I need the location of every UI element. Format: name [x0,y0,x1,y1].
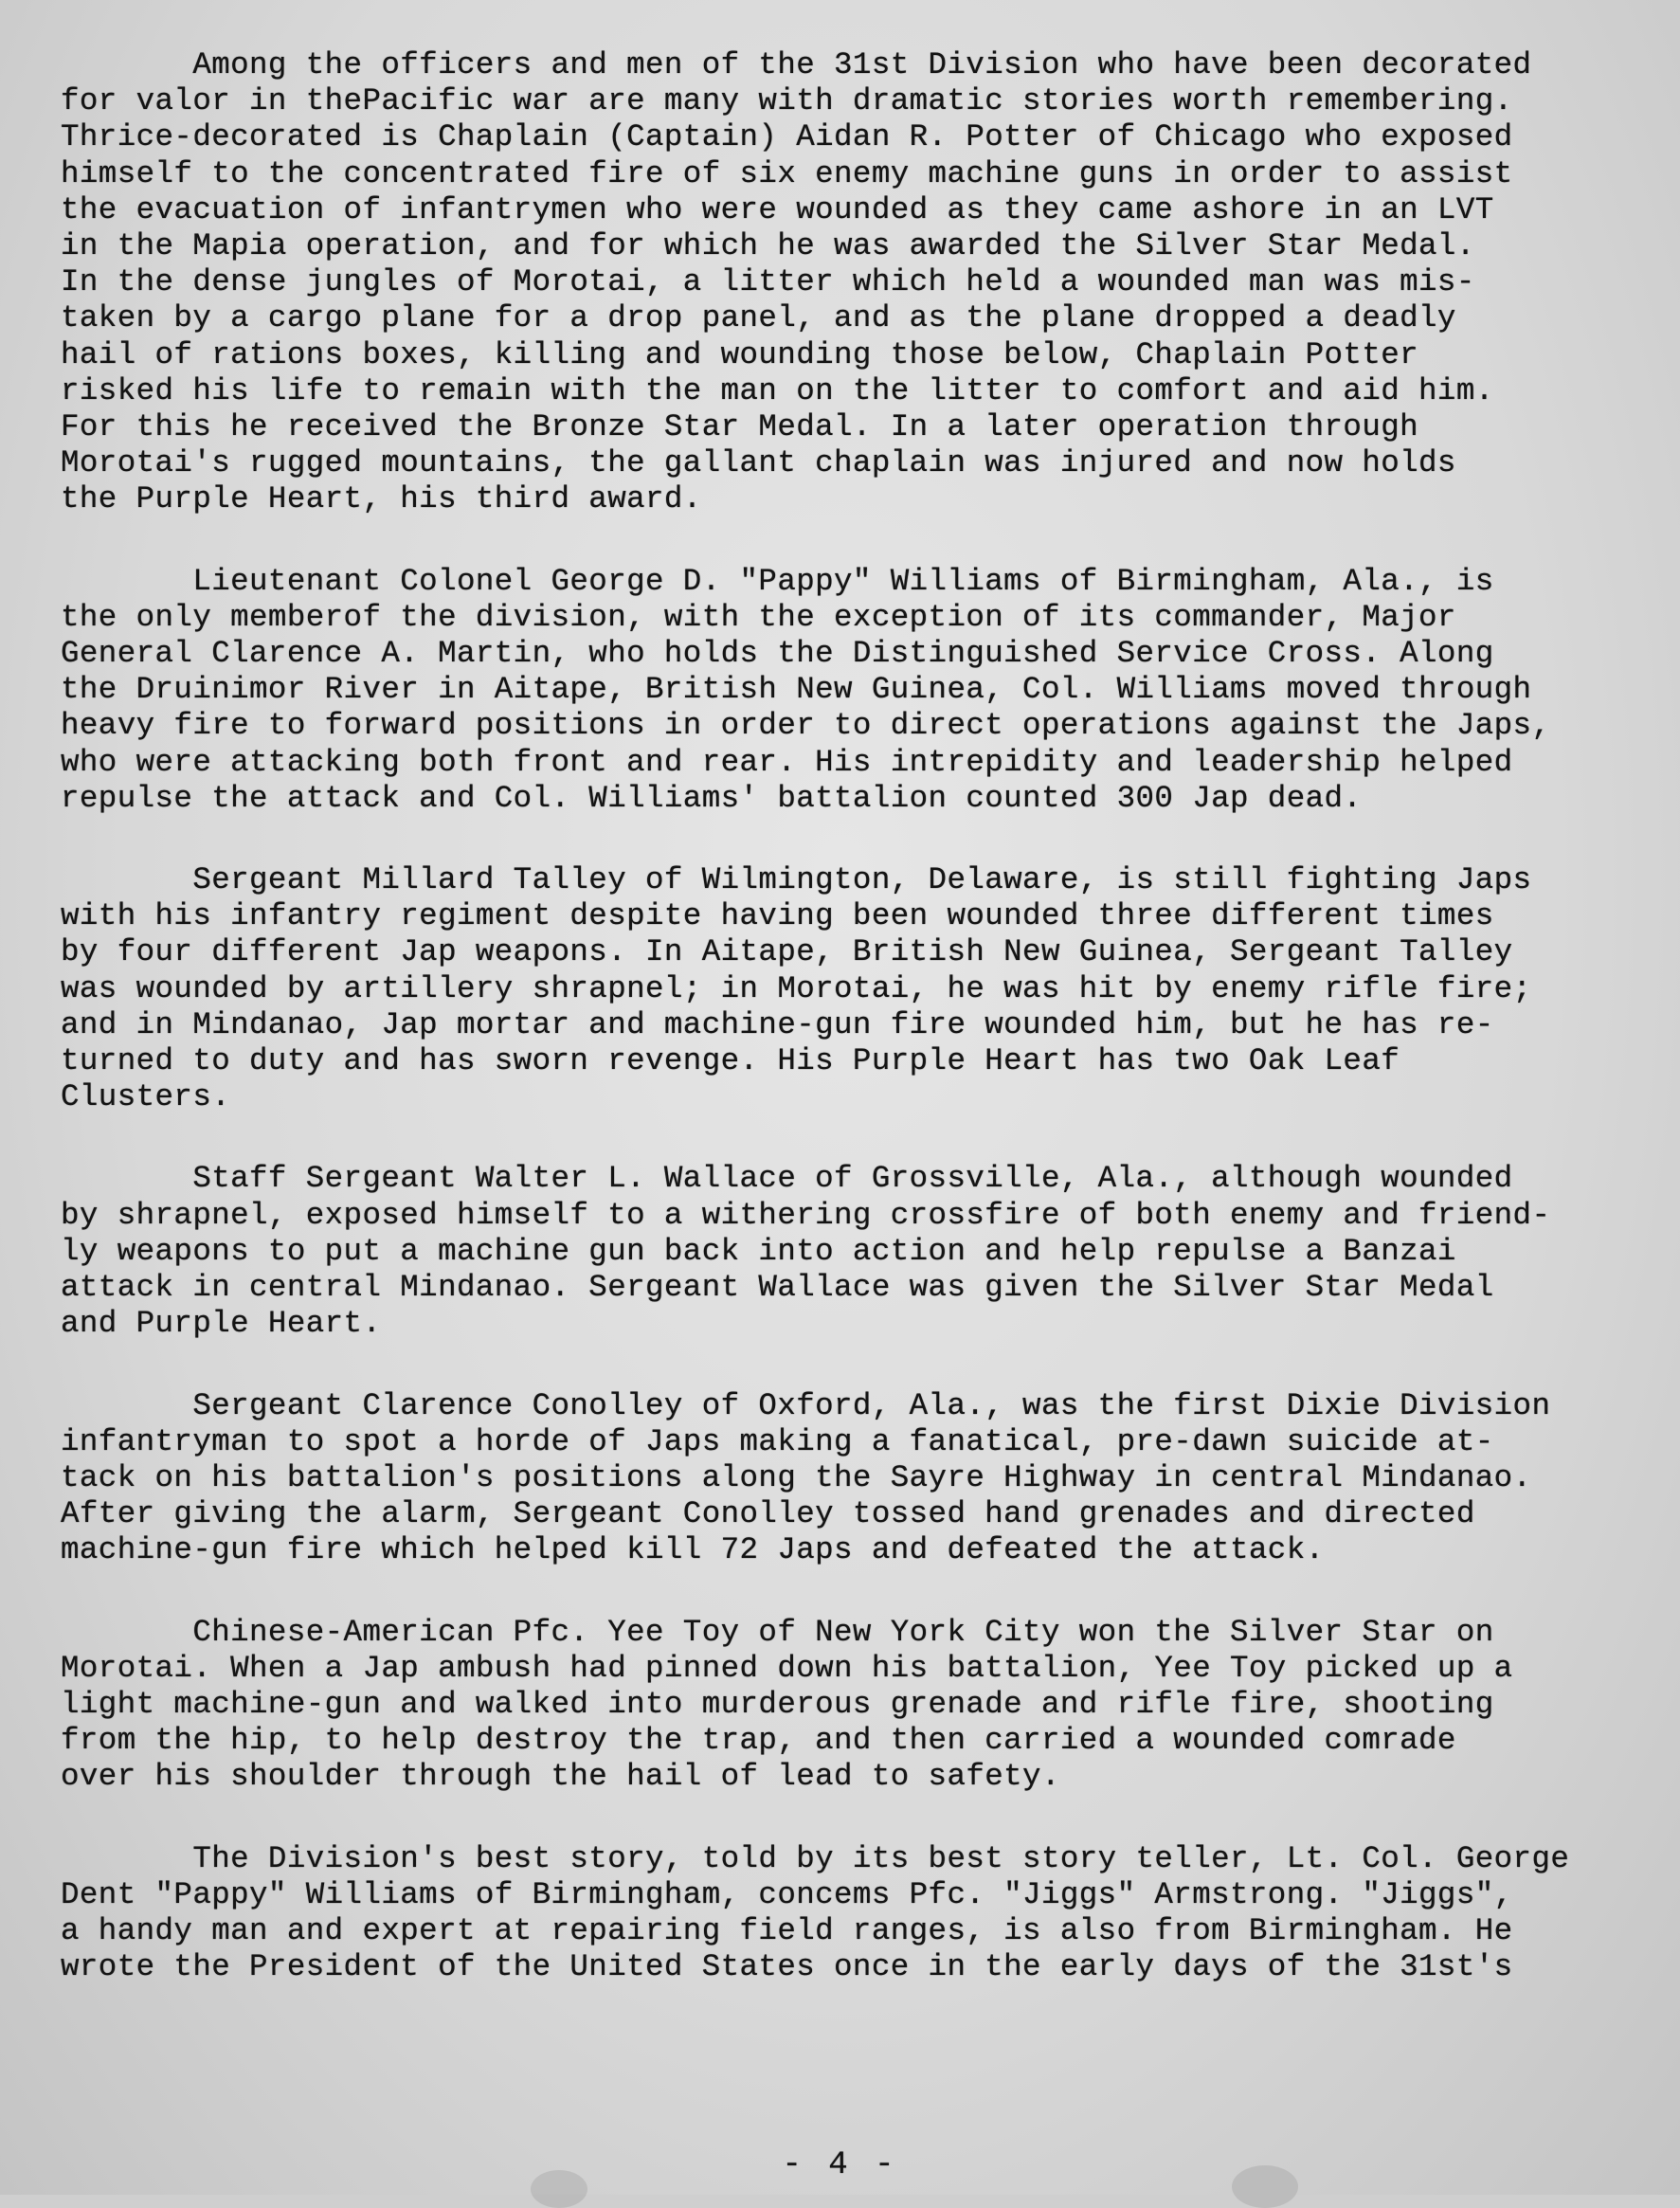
text-line: Sergeant Millard Talley of Wilmington, Delaware, is still fighting Japs [61,862,1532,898]
text-line: infantryman to spot a horde of Japs making a fanatical, pre-dawn suicide at- [61,1423,1494,1459]
text-line: tack on his battalion's positions along the Sayre Highway in central Mindanao. [61,1459,1532,1495]
text-line: for valor in thePacific war are many with dramatic stories worth remembering. [61,83,1513,119]
text-line: turned to duty and has sworn revenge. His Purple Heart has two Oak Leaf [61,1043,1400,1079]
paragraph [61,862,1634,1115]
text-line: wrote the President of the United States once in the early days of the 31st's [61,1949,1513,1985]
text-line: In the dense jungles of Morotai, a litter which held a wounded man was mis- [61,264,1475,300]
paragraph [61,564,1634,817]
paragraph [61,1615,1634,1796]
text-line: the evacuation of infantrymen who were wounded as they came ashore in an LVT [61,191,1494,227]
text-line: light machine-gun and walked into murderous grenade and rifle fire, shooting [61,1686,1494,1722]
text-line: attack in central Mindanao. Sergeant Wallace was given the Silver Star Medal [61,1270,1494,1306]
text-line: General Clarence A. Martin, who holds the Distinguished Service Cross. Along [61,636,1494,672]
text-line: and in Mindanao, Jap mortar and machine-gun fire wounded him, but he has re- [61,1006,1494,1042]
paragraph [61,1388,1634,1569]
text-line: was wounded by artillery shrapnel; in Morotai, he was hit by enemy rifle fire; [61,970,1532,1006]
text-line: in the Mapia operation, and for which he was awarded the Silver Star Medal. [61,228,1475,264]
text-line: risked his life to remain with the man on the litter to comfort and aid him. [61,372,1494,408]
text-line: Morotai's rugged mountains, the gallant chaplain was injured and now holds [61,445,1456,481]
text-line: Among the officers and men of the 31st Division who have been decorated [61,47,1532,82]
text-line: ly weapons to put a machine gun back into action and help repulse a Banzai [61,1233,1456,1269]
text-line: Sergeant Clarence Conolley of Oxford, Ala., was the first Dixie Division [61,1387,1551,1423]
text-line: Staff Sergeant Walter L. Wallace of Grossville, Ala., although wounded [61,1161,1513,1197]
text-line: a handy man and expert at repairing field ranges, is also from Birmingham. He [61,1912,1513,1948]
text-line: the Druinimor River in Aitape, British New Guinea, Col. Williams moved through [61,672,1532,708]
text-line: hail of rations boxes, killing and wounding those below, Chaplain Potter [61,336,1419,372]
text-line: from the hip, to help destroy the trap, and then carried a wounded comrade [61,1723,1456,1759]
text-line: with his infantry regiment despite having been wounded three different times [61,898,1494,934]
text-line: himself to the concentrated fire of six enemy machine guns in order to assist [61,155,1513,191]
text-line: who were attacking both front and rear. His intrepidity and leadership helped [61,744,1513,780]
text-line: the only memberof the division, with the exception of its commander, Major [61,599,1456,635]
document-body [61,47,1634,2031]
text-line: by shrapnel, exposed himself to a withering crossfire of both enemy and friend- [61,1197,1551,1233]
paragraph [61,1841,1634,1986]
text-line: heavy fire to forward positions in order to direct operations against the Japs, [61,708,1551,744]
text-line: After giving the alarm, Sergeant Conolley tossed hand grenades and directed [61,1496,1475,1532]
text-line: by four different Jap weapons. In Aitape, British New Guinea, Sergeant Talley [61,934,1513,970]
text-line: Lieutenant Colonel George D. "Pappy" Williams of Birmingham, Ala., is [61,563,1494,599]
text-line: The Division's best story, told by its best story teller, Lt. Col. George [61,1840,1570,1876]
page-number: - 4 - [782,2147,898,2183]
text-line: Morotai. When a Jap ambush had pinned down his battalion, Yee Toy picked up a [61,1650,1513,1686]
text-line: Clusters. [61,1079,231,1115]
text-line: For this he received the Bronze Star Medal. In a later operation through [61,409,1419,445]
text-line: and Purple Heart. [61,1306,382,1342]
text-line: the Purple Heart, his third award. [61,481,702,517]
text-line: taken by a cargo plane for a drop panel, and as the plane dropped a deadly [61,300,1456,336]
text-line: Thrice-decorated is Chaplain (Captain) Aidan R. Potter of Chicago who exposed [61,119,1513,155]
text-line: over his shoulder through the hail of lead to safety. [61,1759,1060,1795]
text-line: Chinese-American Pfc. Yee Toy of New York City won the Silver Star on [61,1614,1494,1650]
text-line: machine-gun fire which helped kill 72 Japs and defeated the attack. [61,1532,1325,1568]
text-line: repulse the attack and Col. Williams' battalion counted 300 Jap dead. [61,780,1363,816]
text-line: Dent "Pappy" Williams of Birmingham, concems Pfc. "Jiggs" Armstrong. "Jiggs", [61,1876,1513,1912]
paragraph [61,1161,1634,1342]
paragraph [61,47,1634,518]
